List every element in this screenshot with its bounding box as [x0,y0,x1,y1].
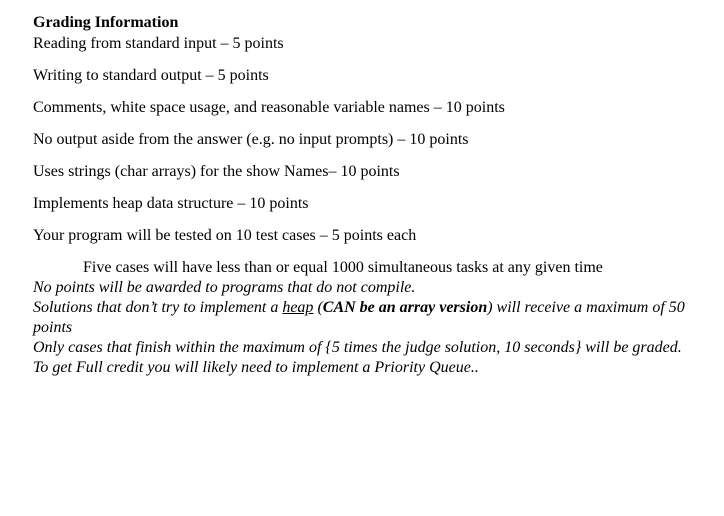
criterion-standard-output: Writing to standard output – 5 points [33,67,269,84]
note-heap-bold: CAN be an array version [322,299,488,316]
note-heap-part2: ( [313,299,323,316]
criterion-no-output: No output aside from the answer (e.g. no input prompts) – 10 points [33,131,469,148]
grading-heading: Grading Information [33,14,179,31]
criterion-comments: Comments, white space usage, and reasonable variable names – 10 points [33,99,505,116]
note-timing: Only cases that finish within the maximum of {5 times the judge solution, 10 seconds} will be graded. [33,339,682,356]
criterion-heap: Implements heap data structure – 10 points [33,195,309,212]
criterion-strings: Uses strings (char arrays) for the show Names– 10 points [33,163,400,180]
note-heap [33,298,703,338]
note-heap-part1: Solutions that don’t try to implement a [33,299,283,316]
note-full-credit: To get Full credit you will likely need to implement a Priority Queue.. [33,359,479,376]
note-compile: No points will be awarded to programs that do not compile. [33,279,416,296]
grading-document [33,13,703,378]
heap-link[interactable]: heap [282,299,314,316]
note-heap-part3: ) will receive a maximum of 50 points [33,299,685,336]
test-case-detail: Five cases will have less than or equal 1000 simultaneous tasks at any given time [83,259,603,276]
criterion-test-cases: Your program will be tested on 10 test cases – 5 points each [33,227,417,244]
criterion-standard-input: Reading from standard input – 5 points [33,35,284,52]
